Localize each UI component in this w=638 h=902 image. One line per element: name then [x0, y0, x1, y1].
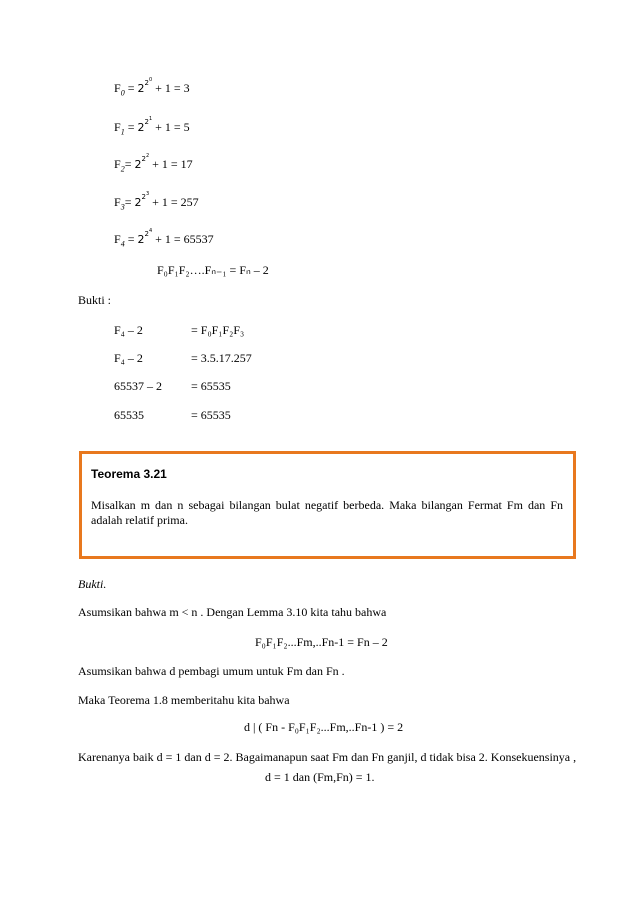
product-identity: F₀F₁F₂….Fₙ₋₁ = Fₙ – 2	[157, 263, 269, 277]
paragraph-4: Karenanya baik d = 1 dan d = 2. Bagaimanapun saat Fm dan Fn ganjil, d tidak bisa 2. Konsekuensinya ,	[78, 750, 577, 764]
power-expression: $2^{2^0}$	[137, 77, 153, 95]
fermat-symbol: F	[114, 232, 121, 246]
theorem-body: Misalkan m dan n sebagai bilangan bulat negatif berbeda. Maka bilangan Fermat Fm dan Fn adalah relatif prima.	[91, 498, 563, 527]
proof-right-1: = 3.5.17.257	[191, 351, 252, 365]
fermat-line-1: $F_1 = 2^{2^1} + 1 = 5$	[114, 116, 190, 137]
fermat-symbol: F	[114, 120, 121, 134]
fermat-value: 17	[180, 157, 193, 171]
fermat-symbol: F	[114, 157, 121, 171]
paragraph-2: Asumsikan bahwa d pembagi umum untuk Fm dan Fn .	[78, 664, 345, 678]
fermat-symbol: F	[114, 81, 121, 95]
proof-left-2: 65537 – 2	[114, 379, 162, 393]
fermat-line-4: $F_4 = 2^{2^4} + 1 = 65537$	[114, 228, 214, 249]
fermat-index: 1	[120, 127, 125, 137]
fermat-value: 3	[183, 81, 190, 95]
fermat-index: 0	[120, 88, 125, 98]
fermat-index: 2	[120, 164, 125, 174]
power-expression: $2^{2^3}$	[134, 191, 150, 209]
lemma-identity: F₀F₁F₂...Fm,..Fn-1 = Fn – 2	[255, 635, 388, 649]
power-expression: $2^{2^4}$	[137, 228, 153, 246]
paragraph-3: Maka Teorema 1.8 memberitahu kita bahwa	[78, 693, 290, 707]
proof-right-2: = 65535	[191, 379, 231, 393]
fermat-index: 4	[120, 239, 125, 249]
fermat-line-2: $F_2= 2^{2^2} + 1 = 17$	[114, 153, 193, 174]
theorem-box	[79, 451, 576, 559]
proof-left-3: 65535	[114, 408, 144, 422]
fermat-symbol: F	[114, 195, 121, 209]
fermat-index: 3	[120, 202, 125, 212]
proof-right-0: = F₀F₁F₂F₃	[191, 323, 245, 337]
proof-left-0: F₄ – 2	[114, 323, 143, 337]
fermat-value: 257	[180, 195, 199, 209]
proof-left-1: F₄ – 2	[114, 351, 143, 365]
divides-expression: d | ( Fn - F₀F₁F₂...Fm,..Fn-1 ) = 2	[244, 720, 404, 734]
theorem-title: Teorema 3.21	[91, 467, 167, 481]
paragraph-1: Asumsikan bahwa m < n . Dengan Lemma 3.10 kita tahu bahwa	[78, 605, 387, 619]
fermat-line-0: $F_0 = 2^{2^0} + 1 = 3$	[114, 77, 190, 98]
conclusion: d = 1 dan (Fm,Fn) = 1.	[265, 770, 375, 784]
power-expression: $2^{2^1}$	[137, 116, 153, 134]
fermat-line-3: $F_3= 2^{2^3} + 1 = 257$	[114, 191, 199, 212]
bukti-heading: Bukti.	[78, 577, 107, 591]
fermat-value: 65537	[183, 232, 214, 246]
bukti-label: Bukti :	[78, 293, 112, 307]
proof-right-3: = 65535	[191, 408, 231, 422]
power-expression: $2^{2^2}$	[134, 153, 150, 171]
fermat-value: 5	[183, 120, 190, 134]
